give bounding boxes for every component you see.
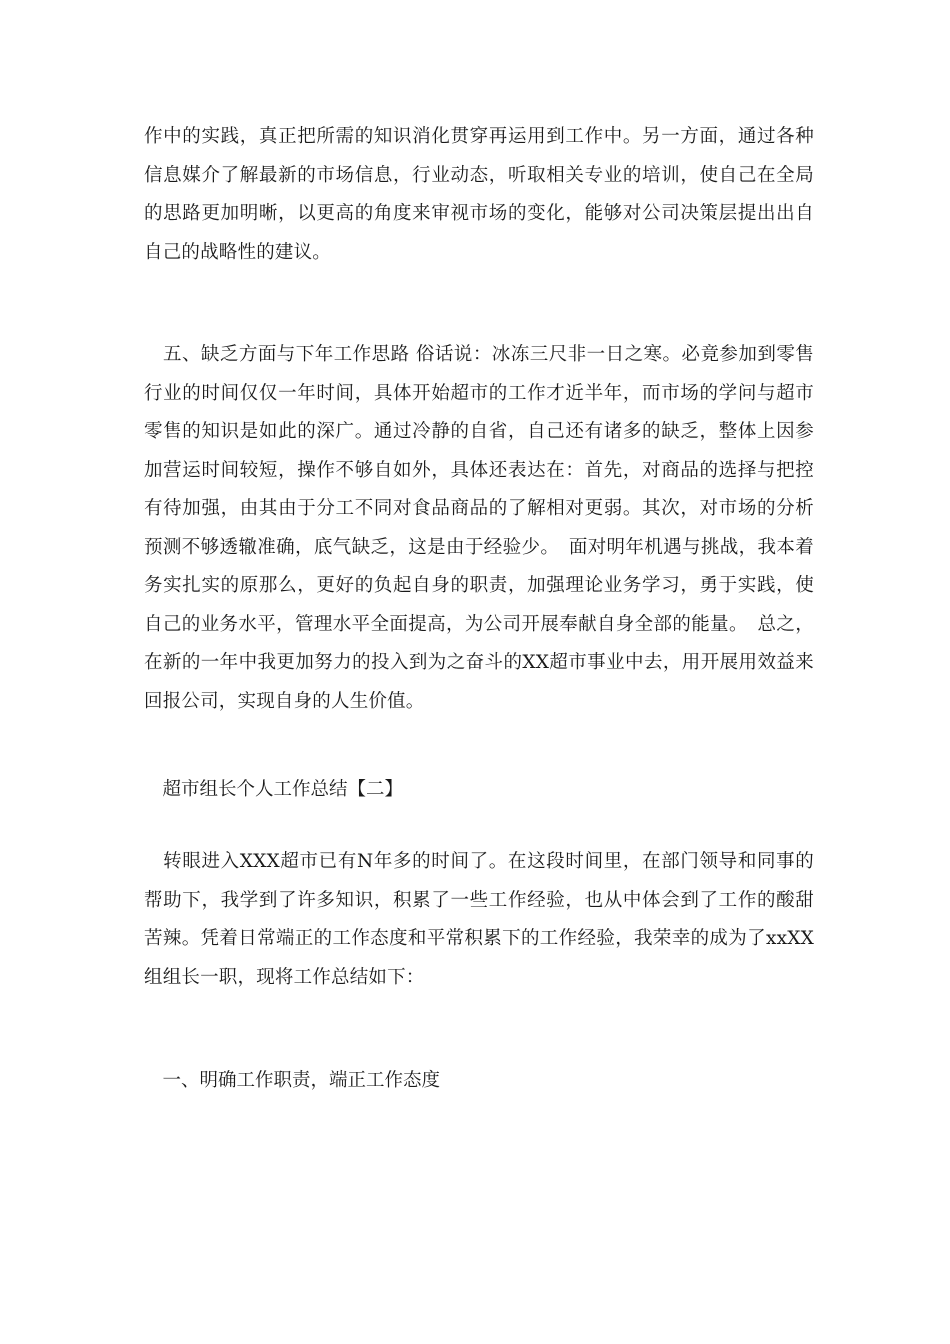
paragraph-continuation: 作中的实践，真正把所需的知识消化贯穿再运用到工作中。另一方面，通过各种信息媒介了解最新的市场信息，行业动态，听取相关专业的培训，使自己在全局的思路更加明晰，以更高的角度来审视市场的变化，能够对公司决策层提出出自自己的战略性的建议。 <box>144 126 814 263</box>
paragraph-section-five: 五、缺乏方面与下年工作思路 俗话说：冰冻三尺非一日之寒。必竟参加到零售行业的时间仅仅一年时间，具体开始超市的工作才近半年，而市场的学问与超市零售的知识是如此的深广。通过冷静的自省，自己还有诸多的缺乏，整体上因参加营运时间较短，操作不够自如外，具体还表达在：首先，对商品的选择与把控有待加强，由其由于分工不同对食品商品的了解相对更弱。其次，对市场的分析预测不够透辙准确，底气缺乏，这是由于经验少。 面对明年机遇与挑战，我本着务实扎实的原那么，更好的负起自身的职责，加强理论业务学习，勇于实践，使自己的业务水平，管理水平全面提高，为公司开展奉献自身全部的能量。 总之，在新的一年中我更加努力的投入到为之奋斗的XX超市事业中去，用开展用效益来回报公司，实现自身的人生价值。 <box>144 344 814 712</box>
section-title-summary-two: 超市组长个人工作总结【二】 <box>144 779 404 800</box>
paragraph-intro: 转眼进入XXX超市已有N年多的时间了。在这段时间里，在部门领导和同事的帮助下，我学到了许多知识，积累了一些工作经验，也从中体会到了工作的酸甜苦辣。凭着日常端正的工作态度和平常积累下的工作经验，我荣幸的成为了xxXX组组长一职，现将工作总结如下： <box>144 851 814 988</box>
section-heading-one: 一、明确工作职责，端正工作态度 <box>144 1070 441 1091</box>
